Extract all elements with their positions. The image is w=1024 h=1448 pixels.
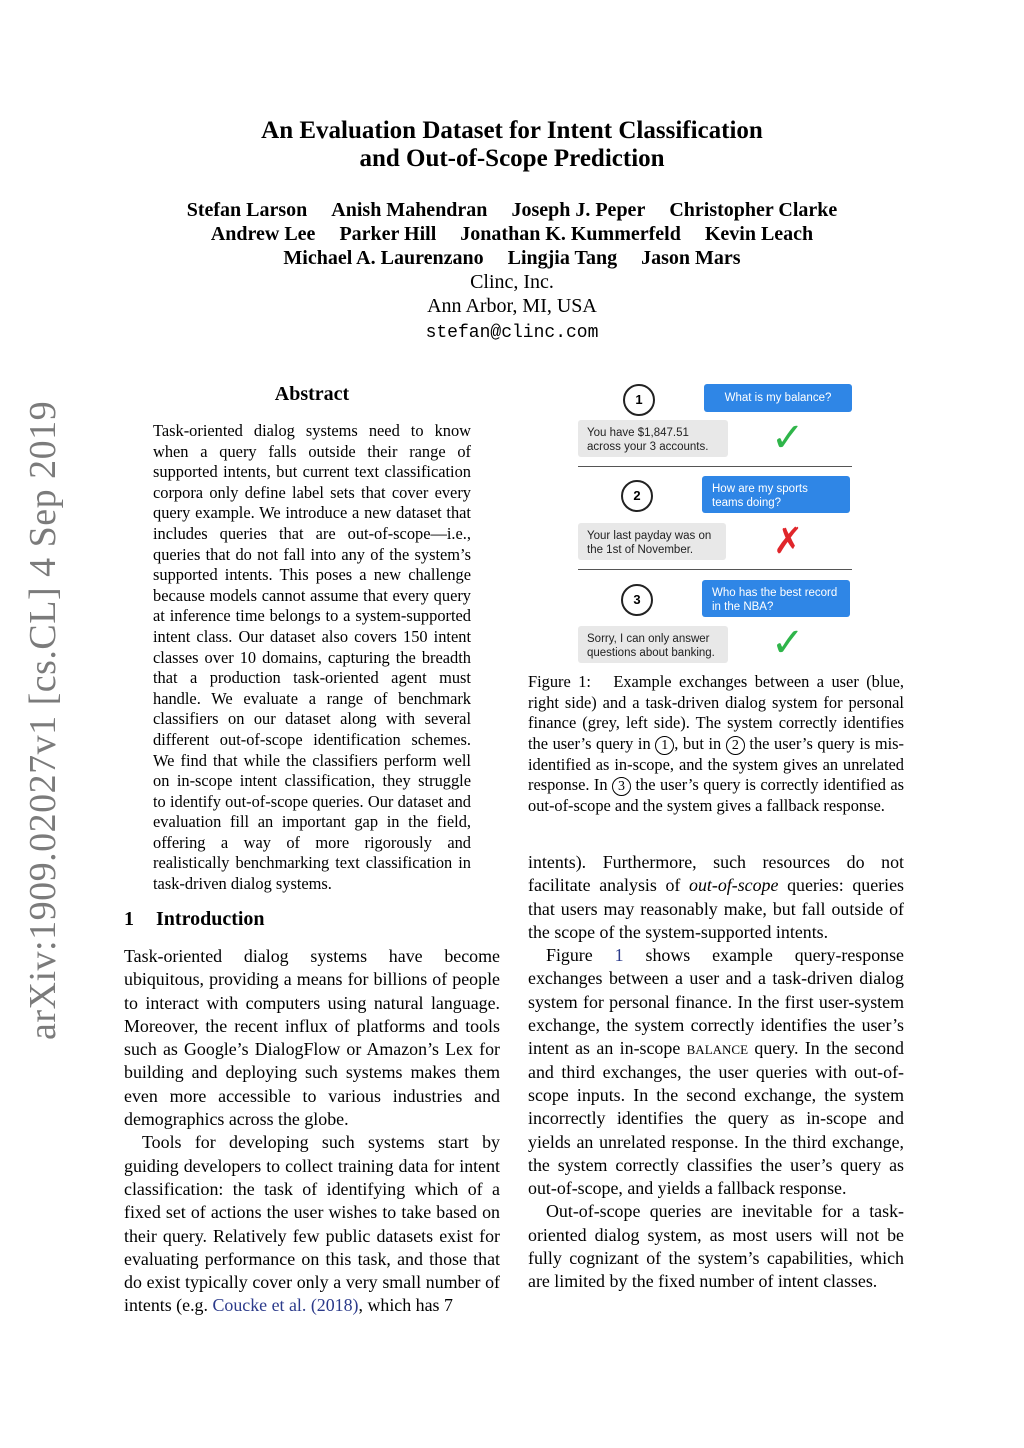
right-column-body: [528, 851, 904, 1294]
title-line-1: An Evaluation Dataset for Intent Classification: [261, 117, 763, 144]
author: Andrew Lee: [210, 223, 316, 245]
user-query-bubble: Who has the best record in the NBA?: [702, 580, 850, 617]
exchange-number-1: 1: [623, 384, 655, 416]
affiliation-location: Ann Arbor, MI, USA: [427, 295, 597, 317]
left-column-body: [124, 945, 500, 1318]
correct-check-icon: ✓: [771, 620, 805, 666]
divider: [578, 569, 852, 570]
figure-1-diagram: [575, 380, 855, 670]
exchange-number-2: 2: [621, 480, 653, 512]
author-row-1: [0, 198, 1024, 222]
abstract-body: Task-oriented dialog systems need to know when a query falls outside their range of supported intents, but current text classification corpora only define label sets that cover every query example. We introduce a new dataset that includes queries that are out-of-scope—i.e., queries that do not fall into any of the system’s supported intents. This poses a new challenge because models cannot assume that every query at inference time belongs to a system-supported intent class. Our dataset also covers 150 intent classes over 10 domains, capturing the breadth that a production task-oriented agent must handle. We evaluate a range of benchmark classifiers on our dataset along with several different out-of-scope identification schemes. We find that while the classifiers perform well on in-scope intent classification, they struggle to identify out-of-scope queries. Our dataset and evaluation fill an important gap in the field, offering a way of more rigorously and realistically benchmarking text classification in task-driven dialog systems.: [153, 421, 471, 894]
citation-link[interactable]: Coucke et al. (2018): [212, 1295, 359, 1316]
intro-paragraph-1: Task-oriented dialog systems have become ubiquitous, providing a means for billions of people to interact with computers using natural language. Moreover, the recent influx of platforms and tools such as Google’s DialogFlow or Amazon’s Lex for building and deploying such systems makes them even more accessible to various industries and demographics across the globe.: [124, 946, 500, 1130]
author-email[interactable]: stefan@clinc.com: [425, 323, 599, 343]
author: Christopher Clarke: [669, 199, 838, 221]
author: Anish Mahendran: [331, 199, 488, 221]
paper-title: [0, 117, 1024, 173]
figure-reference-link[interactable]: 1: [614, 945, 624, 966]
intro-paragraph-2: Tools for developing such systems start by guiding developers to collect training data for intent classification: the task of identifying which of a fixed set of actions the user wishes to take based on their query. Relatively few public datasets exist for evaluating performance on this task, and those that do exist typically cover only a very small number of intents (e.g. Coucke et al. (2018), which has 7: [124, 1132, 500, 1316]
user-query-bubble: What is my balance?: [704, 384, 852, 412]
author: Kevin Leach: [704, 223, 814, 245]
divider: [578, 466, 852, 467]
title-line-2: and Out-of-Scope Prediction: [359, 145, 665, 172]
user-query-bubble: How are my sports teams doing?: [702, 476, 850, 513]
author: Stefan Larson: [186, 199, 308, 221]
author-row-3: [0, 246, 1024, 270]
author: Jason Mars: [641, 247, 741, 269]
circled-number-1: 1: [655, 736, 674, 755]
arxiv-identifier: arXiv:1909.02027v1 [cs.CL] 4 Sep 2019: [22, 400, 64, 1040]
figure-1-caption: Figure 1: Example exchanges between a user (blue, right side) and a task-driven dialog system for personal finance (grey, left side). The system correctly identifies the user’s query in 1 , but in 2 the user’s query is mis-identified as in-scope, and the system gives an unrelated response. In 3 the user’s query is correctly identified as out-of-scope and the system gives a fallback response.: [528, 672, 904, 816]
right-paragraph-3: Out-of-scope queries are inevitable for a task-oriented dialog system, as most users will not be fully cognizant of the system’s capabilities, which are limited by the fixed number of intent classes.: [528, 1201, 904, 1292]
right-paragraph-2: Figure 1 shows example query-response exchanges between a user and a task-driven dialog system for personal finance. In the first user-system exchange, the system correctly identifies the user’s intent as an in-scope balance query. In the second and third exchanges, the user queries with out-of-scope inputs. In the second exchange, the system incorrectly identifies the query as in-scope and yields an unrelated response. In the third exchange, the system correctly classifies the user’s query as out-of-scope, and yields a fallback response.: [528, 945, 905, 1199]
author: Joseph J. Peper: [511, 199, 646, 221]
abstract-heading: Abstract: [274, 383, 350, 405]
affiliation-org: Clinc, Inc.: [470, 271, 554, 293]
exchange-number-3: 3: [621, 584, 653, 616]
circled-number-2: 2: [726, 736, 745, 755]
author: Lingjia Tang: [507, 247, 618, 269]
author: Jonathan K. Kummerfeld: [460, 223, 681, 245]
section-title: Introduction: [156, 908, 265, 930]
author: Parker Hill: [339, 223, 437, 245]
section-heading-introduction: [124, 908, 265, 931]
system-response-bubble: You have $1,847.51 across your 3 accounts.: [578, 420, 728, 457]
section-number: 1: [124, 908, 134, 930]
right-paragraph-1: intents). Furthermore, such resources do not facilitate analysis of out-of-scope queries: queries that users may reasonably make, but fall outside of the scope of the system-supported intents.: [528, 852, 904, 942]
system-response-bubble: Sorry, I can only answer questions about banking.: [578, 626, 728, 663]
incorrect-cross-icon: ✗: [773, 521, 804, 562]
author: Michael A. Laurenzano: [283, 247, 484, 269]
system-response-bubble: Your last payday was on the 1st of November.: [578, 523, 726, 560]
circled-number-3: 3: [612, 777, 631, 796]
correct-check-icon: ✓: [771, 415, 805, 461]
author-row-2: [0, 222, 1024, 246]
